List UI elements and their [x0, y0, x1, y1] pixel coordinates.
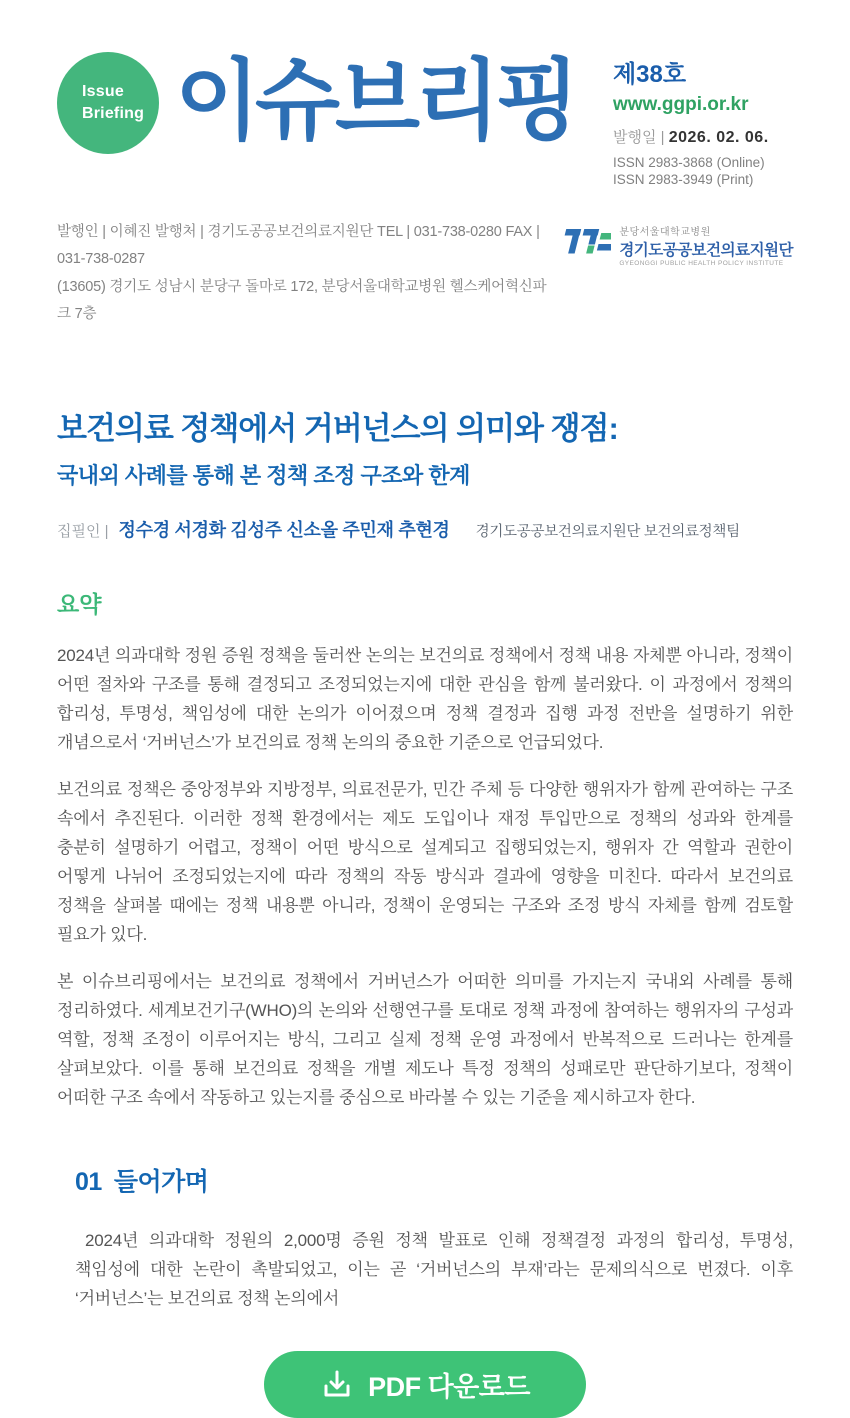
- article-subtitle: 국내외 사례를 통해 본 정책 조정 구조와 한계: [57, 462, 470, 488]
- download-area: [57, 1351, 793, 1418]
- publish-date: 2026. 02. 06.: [668, 129, 769, 146]
- article-title: 보건의료 정책에서 거버넌스의 의미와 쟁점:: [57, 410, 618, 446]
- summary-paragraph-1: 2024년 의과대학 정원 증원 정책을 둘러싼 논의는 보건의료 정책에서 정책 내용 자체뿐 아니라, 정책이 어떤 절차와 구조를 통해 결정되고 조정되었는지에 대한 관심을 함께 불러왔다. 이 과정에서 정책의 합리성, 투명성, 책임성에 대한 논의가 이어졌으며 정책 결정과 집행 과정 전반을 설명하기 위한 개념으로서 ‘거버넌스’가 보건의료 정책 논의의 중요한 기준으로 언급되었다.: [57, 645, 793, 752]
- authors-row: [57, 516, 793, 542]
- institute-name: 경기도공공보건의료지원단: [619, 241, 793, 259]
- publisher-line2: (13605) 경기도 성남시 분당구 돌마로 172, 분당서울대학교병원 헬스케어혁신파크 7층: [57, 278, 547, 323]
- summary-paragraph-3: 본 이슈브리핑에서는 보건의료 정책에서 거버넌스가 어떠한 의미를 가지는지 국내외 사례를 통해 정리하였다. 세계보건기구(WHO)의 논의와 선행연구를 토대로 정책 과정에 참여하는 행위자의 구성과 역할, 정책 조정이 이루어지는 방식, 그리고 실제 정책 운영 과정에서 반복적으로 드러나는 한계를 살펴보았다. 이를 통해 보건의료 정책을 개별 제도나 특정 정책의 성패로만 판단하기보다, 정책이 어떠한 구조 속에서 작동하고 있는지를 중심으로 바라볼 수 있는 기준을 제시하고자 한다.: [57, 971, 793, 1107]
- summary-heading: 요약: [57, 590, 102, 617]
- badge-line1: Issue: [82, 83, 124, 101]
- issue-number: 제38호: [613, 61, 687, 88]
- section-1-paragraph: 2024년 의과대학 정원의 2,000명 증원 정책 발표로 인해 정책결정 과정의 합리성, 투명성, 책임성에 대한 논란이 촉발되었고, 이는 곧 ‘거버넌스의 부재’라는 문제의식으로 번졌다. 이후 ‘거버넌스’는 보건의료 정책 논의에서: [75, 1230, 793, 1308]
- section-1-title: 들어가며: [113, 1167, 209, 1196]
- publisher-line1: 발행인 | 이혜진 발행처 | 경기도공공보건의료지원단 TEL | 031-738-0280 FAX | 031-738-0287: [57, 223, 540, 268]
- issn-block: [613, 155, 793, 189]
- issn-print: ISSN 2983-3949 (Print): [613, 171, 754, 187]
- section-1-number: 01: [75, 1167, 102, 1196]
- publisher-row: [57, 219, 793, 329]
- badge-line2: Briefing: [82, 105, 145, 122]
- brand-title: 이슈브리핑: [175, 51, 576, 150]
- issue-briefing-page: [0, 52, 850, 1418]
- download-label: PDF 다운로드: [368, 1371, 530, 1402]
- publisher-info: [57, 219, 559, 329]
- issue-briefing-badge: [57, 52, 159, 154]
- summary-paragraph-2: 보건의료 정책은 중앙정부와 지방정부, 의료전문가, 민간 주체 등 다양한 행위자가 함께 관여하는 구조 속에서 추진된다. 이러한 정책 환경에서는 제도 도입이나 재정 투입만으로 정책의 성과와 한계를 충분히 설명하기 어렵고, 정책이 어떤 방식으로 설계되고 집행되었는지, 행위자 간 역할과 권한이 어떻게 나뉘어 조정되었는지에 따라 정책의 작동 방식과 결과에 영향을 미친다. 따라서 보건의료 정책을 살펴볼 때에는 정책 내용뿐 아니라, 정책이 운영되는 구조와 조정 방식 자체를 함께 검토할 필요가 있다.: [57, 779, 793, 944]
- authors-names: 정수경 서경화 김성주 신소올 주민재 추현경: [118, 519, 450, 540]
- institute-logo: [559, 219, 793, 267]
- issn-online: ISSN 2983-3868 (Online): [613, 155, 765, 170]
- institute-logo-text: [619, 223, 793, 267]
- download-icon: [320, 1367, 354, 1401]
- website-link[interactable]: www.ggpi.or.kr: [613, 94, 749, 115]
- institute-name-en: GYEONGGI PUBLIC HEALTH POLICY INSTITUTE: [619, 259, 784, 267]
- institute-hospital: 분당서울대학교병원: [619, 226, 711, 238]
- masthead: [57, 52, 793, 189]
- issue-meta: [613, 52, 793, 189]
- publish-date-label: 발행일 |: [613, 129, 665, 146]
- pdf-download-button[interactable]: [264, 1351, 586, 1418]
- authors-affiliation: 경기도공공보건의료지원단 보건의료정책팀: [475, 523, 740, 540]
- institute-logo-icon: [559, 226, 611, 263]
- authors-label: 집필인 |: [57, 522, 109, 540]
- publish-date-row: [613, 126, 793, 147]
- section-1-heading: [57, 1162, 793, 1198]
